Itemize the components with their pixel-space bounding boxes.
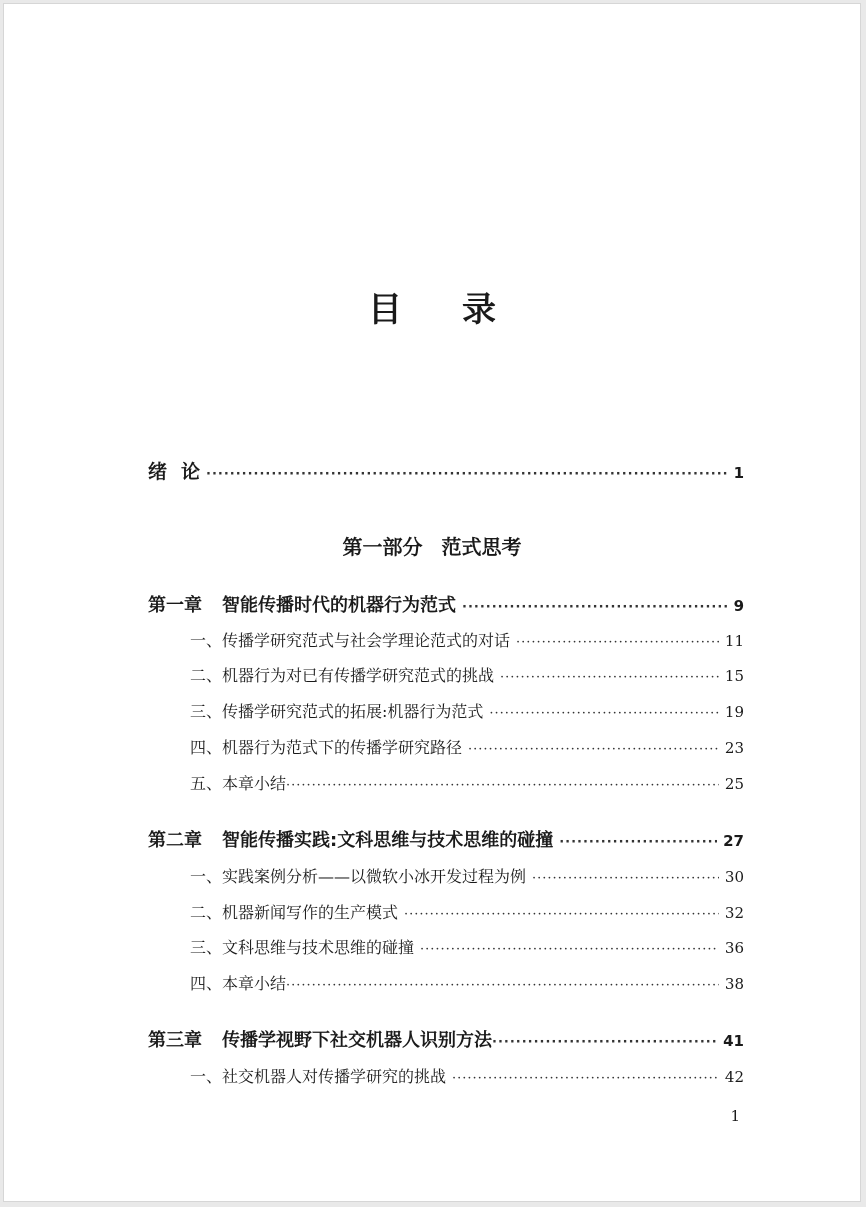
toc-title: 目录 — [368, 290, 556, 330]
toc-chapter-2[interactable] — [148, 826, 744, 852]
toc-chapter-1[interactable] — [148, 591, 744, 617]
toc-section[interactable] — [190, 735, 744, 758]
toc-section[interactable] — [190, 935, 744, 958]
chapter-label — [148, 826, 553, 852]
dot-leader — [452, 1071, 719, 1086]
section-label: 四、机器行为范式下的传播学研究路径 — [190, 738, 463, 757]
dot-leader — [489, 706, 719, 721]
toc-page-number: 41 — [723, 1032, 744, 1050]
dot-leader — [559, 835, 717, 850]
document-page — [3, 3, 861, 1202]
toc-section[interactable] — [190, 771, 744, 794]
section-label: 五、本章小结 — [190, 774, 287, 793]
page-number: 1 — [730, 1107, 740, 1125]
section-label: 一、传播学研究范式与社会学理论范式的对话 — [190, 631, 511, 650]
toc-page-number: 23 — [724, 739, 744, 757]
toc-section[interactable] — [190, 699, 744, 722]
dot-leader — [404, 907, 719, 922]
chapter-label — [148, 1026, 492, 1052]
dot-leader — [206, 467, 728, 482]
dot-leader — [462, 600, 728, 615]
toc-entry-intro[interactable] — [148, 457, 744, 484]
part-heading — [4, 531, 860, 560]
dot-leader — [516, 635, 719, 650]
section-label: 三、文科思维与技术思维的碰撞 — [190, 938, 415, 957]
chapter-number: 第三章 — [148, 1030, 202, 1051]
toc-chapter-3[interactable] — [148, 1026, 744, 1052]
dot-leader — [286, 978, 719, 993]
toc-page-number: 19 — [724, 703, 744, 721]
section-label: 一、实践案例分析——以微软小冰开发过程为例 — [190, 867, 527, 886]
toc-page-number: 25 — [724, 775, 744, 793]
part-label: 第一部分 — [342, 535, 423, 559]
chapter-title: 传播学视野下社交机器人识别方法 — [222, 1030, 492, 1051]
toc-page-number: 27 — [723, 832, 744, 850]
section-label: 二、机器新闻写作的生产模式 — [190, 903, 399, 922]
toc-section[interactable] — [190, 1064, 744, 1087]
toc-page-number: 30 — [724, 868, 744, 886]
toc-page-number: 38 — [724, 975, 744, 993]
toc-page-number: 9 — [733, 597, 744, 615]
chapter-title: 智能传播实践:文科思维与技术思维的碰撞 — [222, 830, 554, 851]
dot-leader — [492, 1035, 717, 1050]
chapter-number: 第二章 — [148, 830, 202, 851]
toc-page-number: 36 — [724, 939, 744, 957]
toc-page-number: 32 — [724, 904, 744, 922]
dot-leader — [468, 742, 719, 757]
section-label: 一、社交机器人对传播学研究的挑战 — [190, 1067, 447, 1086]
section-label: 四、本章小结 — [190, 974, 287, 993]
dot-leader — [420, 942, 719, 957]
dot-leader — [286, 778, 719, 793]
toc-page-number: 11 — [724, 632, 744, 650]
toc-section[interactable] — [190, 663, 744, 686]
dot-leader — [500, 670, 719, 685]
section-label: 二、机器行为对已有传播学研究范式的挑战 — [190, 666, 495, 685]
toc-page-number: 1 — [733, 464, 744, 482]
toc-section[interactable] — [190, 971, 744, 994]
toc-entry-label: 绪论 — [148, 461, 215, 483]
section-label: 三、传播学研究范式的拓展:机器行为范式 — [190, 702, 484, 721]
chapter-title: 智能传播时代的机器行为范式 — [222, 595, 456, 616]
chapter-label — [148, 591, 456, 617]
toc-page-number: 42 — [724, 1068, 744, 1086]
toc-page-number: 15 — [724, 667, 744, 685]
chapter-number: 第一章 — [148, 595, 202, 616]
toc-section[interactable] — [190, 900, 744, 923]
toc-section[interactable] — [190, 864, 744, 887]
part-name: 范式思考 — [441, 535, 522, 559]
toc-section[interactable] — [190, 628, 744, 651]
dot-leader — [532, 871, 719, 886]
